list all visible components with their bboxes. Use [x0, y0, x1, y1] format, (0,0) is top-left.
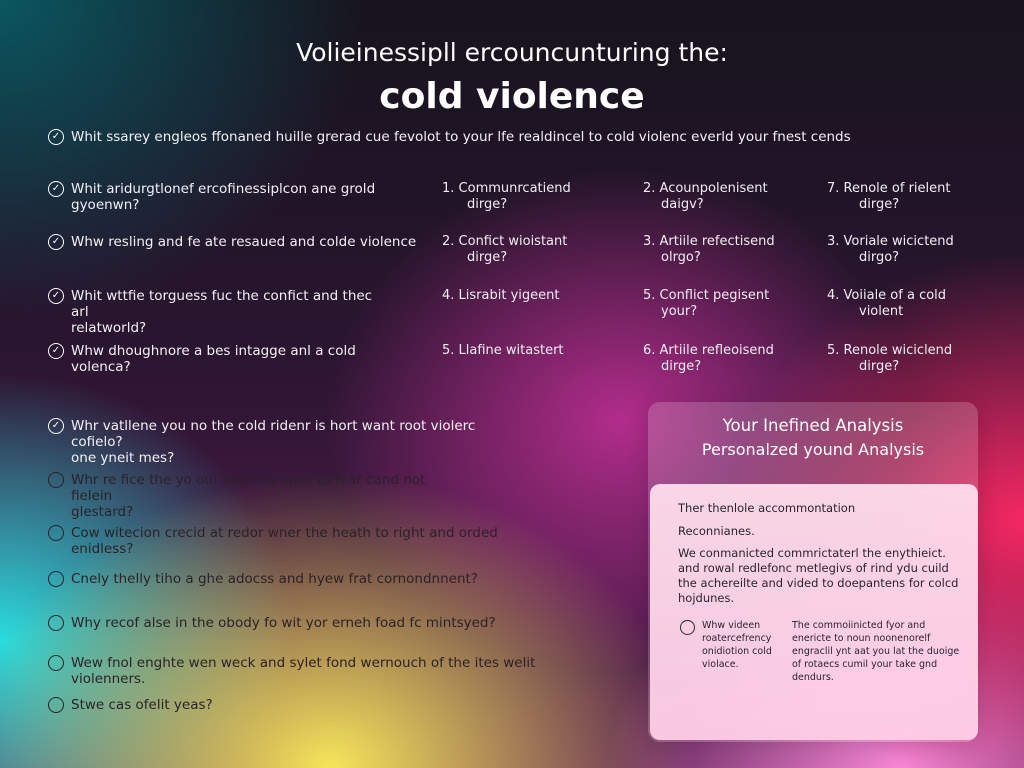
answer-item[interactable]: 4. Lisrabit yigeent	[442, 288, 560, 303]
panel-subtitle: Personalzed yound Analysis	[701, 440, 925, 459]
check-circle-icon: ✓	[48, 288, 64, 304]
answer-item[interactable]: 5. Renole wiciclend dirge?	[827, 343, 953, 374]
answer-item[interactable]: 5. Conflict pegisent your?	[643, 288, 770, 319]
question-option[interactable]	[48, 655, 608, 687]
answer-item[interactable]: 3. Voriale wicictend dirgo?	[827, 234, 954, 265]
question-text: Why recof alse in the obody fo wit yor erneh foad fc mintsyed?	[71, 615, 496, 631]
radio-circle-icon	[48, 571, 64, 587]
card-option-label[interactable]: Whw videen roatercefrency onidiotion cold violace.	[702, 620, 772, 670]
panel-title: Your Inefined Analysis	[722, 416, 904, 435]
answer-item[interactable]: 2. Confict wioistant dirge?	[442, 234, 568, 265]
card-heading: Ther thenlole accommontation	[678, 501, 856, 515]
question-option[interactable]	[48, 343, 418, 375]
radio-circle-icon	[48, 615, 64, 631]
radio-circle-icon	[48, 655, 64, 671]
title-line-1: Volieinessipll ercouncunturing the:	[296, 38, 728, 67]
question-text: Whit aridurgtlonef ercofinessiplcon ane grold	[71, 181, 376, 197]
question-text: Whw resling and fe ate resaued and colde violence	[71, 234, 417, 250]
answer-item[interactable]: 7. Renole of rielent dirge?	[827, 181, 951, 212]
question-text: Stwe cas ofelit yeas?	[71, 697, 213, 713]
recommendation-card	[650, 484, 978, 740]
question-option[interactable]	[48, 697, 448, 713]
question-text-line2: gyoenwn?	[71, 197, 140, 213]
question-option[interactable]	[48, 288, 388, 336]
question-text-line2: relatworld?	[71, 320, 147, 336]
card-subheading: Reconnianes.	[678, 524, 755, 538]
check-circle-icon: ✓	[48, 418, 64, 434]
question-text: Wew fnol enghte wen weck and sylet fond wernouch of the ites welit violenners.	[71, 655, 536, 687]
radio-circle-icon	[48, 697, 64, 713]
answer-item[interactable]: 1. Communrcatiend dirge?	[442, 181, 571, 212]
question-text: Cow witecion crecid at redor wner the heath to right and orded enidless?	[71, 525, 498, 557]
question-option[interactable]	[48, 615, 548, 631]
radio-circle-icon	[48, 525, 64, 541]
question-option[interactable]	[48, 571, 548, 587]
question-text-line2: glestard?	[71, 504, 134, 520]
question-text: Whw dhoughnore a bes intagge anl a cold volenca?	[71, 343, 356, 375]
question-option[interactable]	[48, 472, 468, 520]
question-text: Whit wttfie torguess fuc the confict and thec arl	[71, 288, 373, 320]
question-text: Cnely thelly tiho a ghe adocss and hyew frat cornondnnent?	[71, 571, 478, 587]
card-body: We conmanicted commrictaterl the enythieict. and rowal redlefonc metlegivs of rind ydu cuild the achereilte and vided to doepantens for colcd hojdunes.	[678, 546, 959, 605]
answer-item[interactable]: 6. Artiile refleoisend dirge?	[643, 343, 774, 374]
radio-circle-icon	[48, 472, 64, 488]
answer-item[interactable]: 3. Artiile refectisend olrgo?	[643, 234, 775, 265]
title-line-2: cold violence	[379, 76, 645, 117]
check-circle-icon: ✓	[48, 343, 64, 359]
question-text: Whr vatllene you no the cold ridenr is hort want root violerc cofielo?	[71, 418, 476, 450]
answer-item[interactable]: 5. Llafine witastert	[442, 343, 564, 358]
check-circle-icon: ✓	[48, 129, 64, 145]
question-option[interactable]	[48, 234, 418, 250]
radio-circle-icon[interactable]	[680, 620, 695, 635]
question-text: Whit ssarey engleos ffonaned huille grerad cue fevolot to your lfe realdincel to cold violenc everld your fnest cends	[71, 129, 851, 145]
analysis-panel	[648, 402, 978, 742]
card-option-detail: The commoiinicted fyor and enericte to noun noonenorelf engraclil ynt aat you lat the duoige of rotaecs cumil your take gnd dendurs.	[792, 620, 960, 683]
check-circle-icon: ✓	[48, 181, 64, 197]
question-option[interactable]	[48, 181, 388, 213]
check-circle-icon: ✓	[48, 234, 64, 250]
answer-item[interactable]: 2. Acounpolenisent daigv?	[643, 181, 768, 212]
question-option[interactable]	[48, 418, 528, 466]
answer-item[interactable]: 4. Voiiale of a cold violent	[827, 288, 947, 319]
question-option[interactable]	[48, 525, 548, 557]
question-text: Whr re fice the yo our henct is opell to fear cand not fielein	[71, 472, 426, 504]
question-text-line2: one yneit mes?	[71, 450, 175, 466]
question-option[interactable]	[48, 129, 851, 145]
